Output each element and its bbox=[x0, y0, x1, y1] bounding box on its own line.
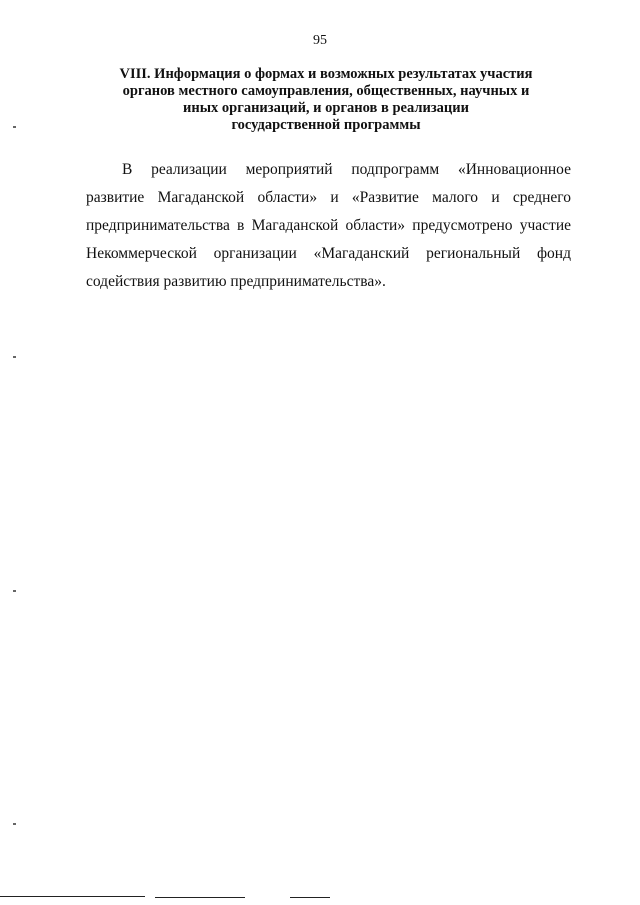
margin-mark bbox=[13, 126, 16, 128]
scan-edge-line bbox=[0, 896, 145, 897]
margin-mark bbox=[13, 590, 16, 592]
body-paragraph: В реализации мероприятий подпрограмм «Инновационное развитие Магаданской области» и «Развитие малого и среднего предпринимательства в Магаданской области» предусмотрено участие Некоммерческой организации «Магаданский региональный фонд содействия развитию предпринимательства». bbox=[86, 161, 571, 290]
scan-edge-line bbox=[290, 897, 330, 898]
section-heading bbox=[96, 66, 556, 134]
heading-line-1: VIII. Информация о формах и возможных результатах участия bbox=[119, 66, 533, 82]
margin-mark bbox=[13, 823, 16, 825]
heading-line-4: государственной программы bbox=[231, 117, 421, 133]
scan-edge-line bbox=[155, 897, 245, 898]
heading-line-3: иных организаций, и органов в реализации bbox=[183, 100, 469, 116]
page-number: 95 bbox=[313, 33, 327, 48]
margin-mark bbox=[13, 356, 16, 358]
heading-line-2: органов местного самоуправления, общественных, научных и bbox=[122, 83, 530, 99]
